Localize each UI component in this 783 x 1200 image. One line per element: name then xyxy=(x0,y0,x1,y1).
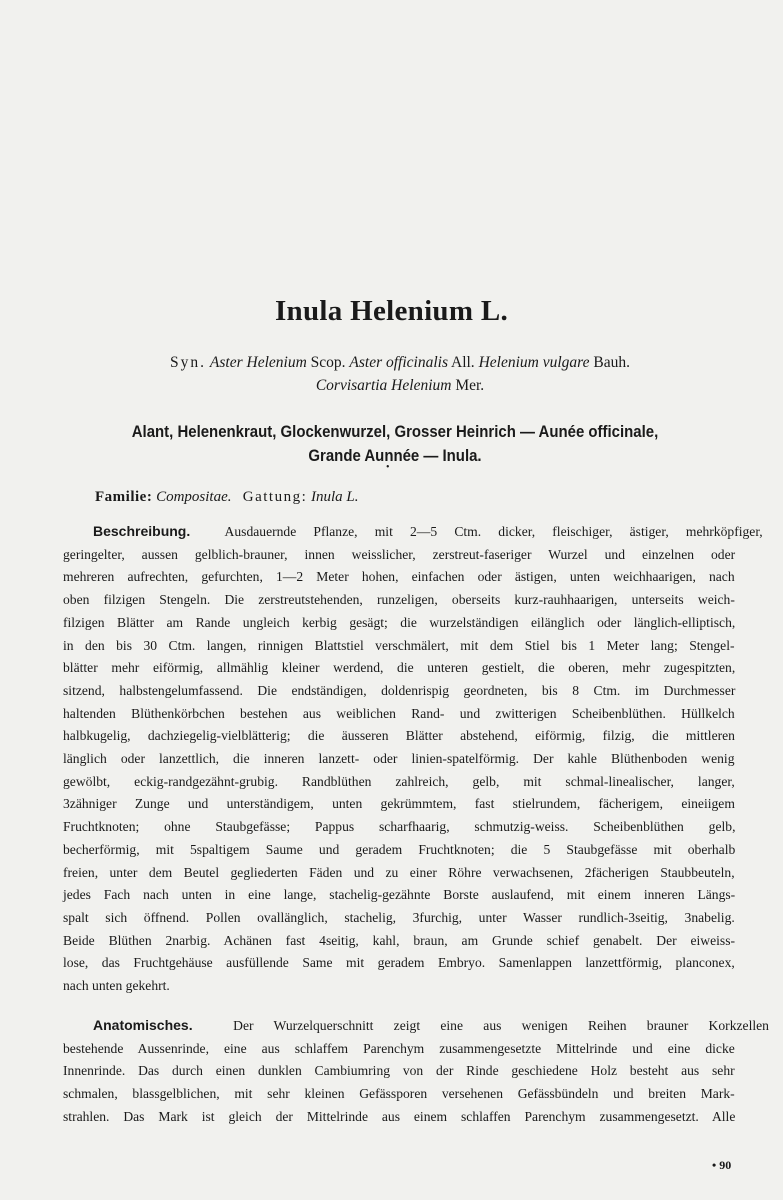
synonym-author: Mer. xyxy=(451,377,485,394)
common-names xyxy=(118,420,672,468)
text-line: blätter mehr eiförmig, allmählig kleiner werdend, die unteren gestielt, die oberen, mehr zugespitzten, xyxy=(63,660,736,676)
synonyms-block xyxy=(90,351,710,397)
synonyms-line-1 xyxy=(90,351,710,374)
synonym-name: Aster officinalis xyxy=(349,354,448,371)
text-line-content: Ausdauernde Pflanze, mit 2—5 Ctm. dicker, fleischiger, ästiger, mehrköpfiger, xyxy=(224,524,763,539)
page-title: Inula Helenium L. xyxy=(274,295,509,327)
familie-value: Compositae. xyxy=(156,489,232,505)
text-line: sitzend, halbstengelumfassend. Die endständigen, doldenrispig geordneten, bis 8 Ctm. im Durchmesser xyxy=(63,682,736,698)
page-number: • 90 xyxy=(712,1158,732,1172)
beschreibung-section xyxy=(63,520,763,998)
text-line: strahlen. Das Mark ist gleich der Mittelrinde aus einem schlaffen Parenchym zusammengesetzt. Alle xyxy=(63,1108,736,1124)
text-line: becherförmig, mit 5spaltigem Saume und geradem Fruchtknoten; die 5 Staubgefässe mit oberhalb xyxy=(63,841,736,857)
page-number-value: 90 xyxy=(719,1158,732,1172)
text-line-content: Der Wurzelquerschnitt zeigt eine aus wenigen Reihen brauner Korkzellen xyxy=(233,1018,769,1033)
text-line: gewölbt, eckig-randgezähnt-grubig. Randblüthen zahlreich, gelb, mit schmal-linealischer, langer, xyxy=(63,773,735,789)
gattung-label: Gattung: xyxy=(242,489,308,505)
text-line: jedes Fach nach unten in eine lange, stachelig-gezähnte Borste auslaufend, mit einem inneren Längs- xyxy=(63,887,736,903)
text-line: mehreren aufrechten, gefurchten, 1—2 Meter hohen, einfachen oder ästigen, unten weichhaarigen, nach xyxy=(63,569,735,585)
synonym-name: Corvisartia Helenium xyxy=(315,377,452,394)
synonym-name: Aster Helenium xyxy=(209,354,307,371)
synonym-author: Scop. xyxy=(306,354,350,371)
text-line: Fruchtknoten; ohne Staubgefässe; Pappus scharfhaarig, schmutzig-weiss. Scheibenblüthen gelb, xyxy=(63,819,736,835)
common-names-line-2: Grande Aunnée — Inula. xyxy=(308,446,482,465)
text-line: oben filzigen Stengeln. Die zerstreutstehenden, runzeligen, oberseits kurz-rauhhaarigen, unterseits weich- xyxy=(63,592,735,608)
text-line: Beide Blüthen 2narbig. Achänen fast 4seitig, kahl, braun, am Grunde schief genabelt. Der eiweiss- xyxy=(63,932,736,948)
text-line: haltenden Blüthenkörbchen bestehen aus weiblichen Rand- und zwitterigen Scheibenblüthen. Hüllkelch xyxy=(63,705,735,721)
common-names-line-1: Alant, Helenenkraut, Glockenwurzel, Grosser Heinrich — Aunée officinale, xyxy=(131,422,659,441)
classification-line xyxy=(95,489,695,506)
text-line: bestehende Aussenrinde, eine aus schlaffem Parenchym zusammengesetzte Mittelrinde und eine dicke xyxy=(63,1040,735,1056)
text-line: in den bis 30 Ctm. langen, rinnigen Blattstiel verschmälert, mit dem Stiel bis 1 Meter lang; Stengel- xyxy=(63,637,735,653)
text-line: länglich oder lanzettlich, die inneren lanzett- oder linien-spatelförmig. Der kahle Blüthenboden wenig xyxy=(63,751,735,767)
gattung-value: Inula L. xyxy=(311,489,359,505)
synonyms-line-2 xyxy=(90,374,710,397)
text-line: spalt sich öffnend. Pollen ovallänglich, stachelig, 3furchig, unter Wasser rundlich-3seitig, 3nabelig. xyxy=(63,909,735,925)
text-line: halbkugelig, dachziegelig-vielblätterig; die äusseren Blätter abstehend, eiförmig, filzig, die mittleren xyxy=(63,728,735,744)
text-line: Innenrinde. Das durch einen dunklen Cambiumring von der Rinde geschiedene Holz besteht aus sehr xyxy=(63,1063,735,1079)
text-line: schmalen, blassgelblichen, mit sehr kleinen Gefässporen versehenen Gefässbündeln und breiten Mark- xyxy=(63,1086,735,1102)
text-line: nach unten gekehrt. xyxy=(63,978,170,994)
synonym-name: Helenium vulgare xyxy=(478,354,590,371)
text-line: freien, unter dem Beutel gegliederten Fäden und zu einer Röhre verwachsenen, 2fächerigen Staubbeuteln, xyxy=(63,864,735,880)
print-speck: • xyxy=(386,462,390,473)
text-line: filzigen Blätter am Rande ungleich kerbig gesägt; die wurzelständigen eilänglich oder länglich-elliptisch, xyxy=(63,614,736,630)
section-heading: Anatomisches. xyxy=(93,1017,193,1033)
text-line: 3zähniger Zunge und unterständigem, unten gekrümmtem, fast stielrundem, fächerigem, eineiigem xyxy=(63,796,735,812)
text-line xyxy=(63,520,763,544)
anatomisches-section xyxy=(63,1014,769,1129)
synonyms-label: Syn. xyxy=(170,354,207,371)
text-line: geringelter, aussen gelblich-brauner, innen weisslicher, zerstreut-faseriger Wurzel und einzelnen oder xyxy=(63,546,736,562)
text-line xyxy=(63,1014,769,1038)
text-line: lose, das Fruchtgehäuse ausfüllende Same mit geradem Embryo. Samenlappen lanzettförmig, planconex, xyxy=(63,955,735,971)
familie-label: Familie: xyxy=(95,489,153,505)
synonym-author: Bauh. xyxy=(589,354,630,371)
section-heading: Beschreibung. xyxy=(93,523,191,539)
synonym-author: All. xyxy=(447,354,479,371)
